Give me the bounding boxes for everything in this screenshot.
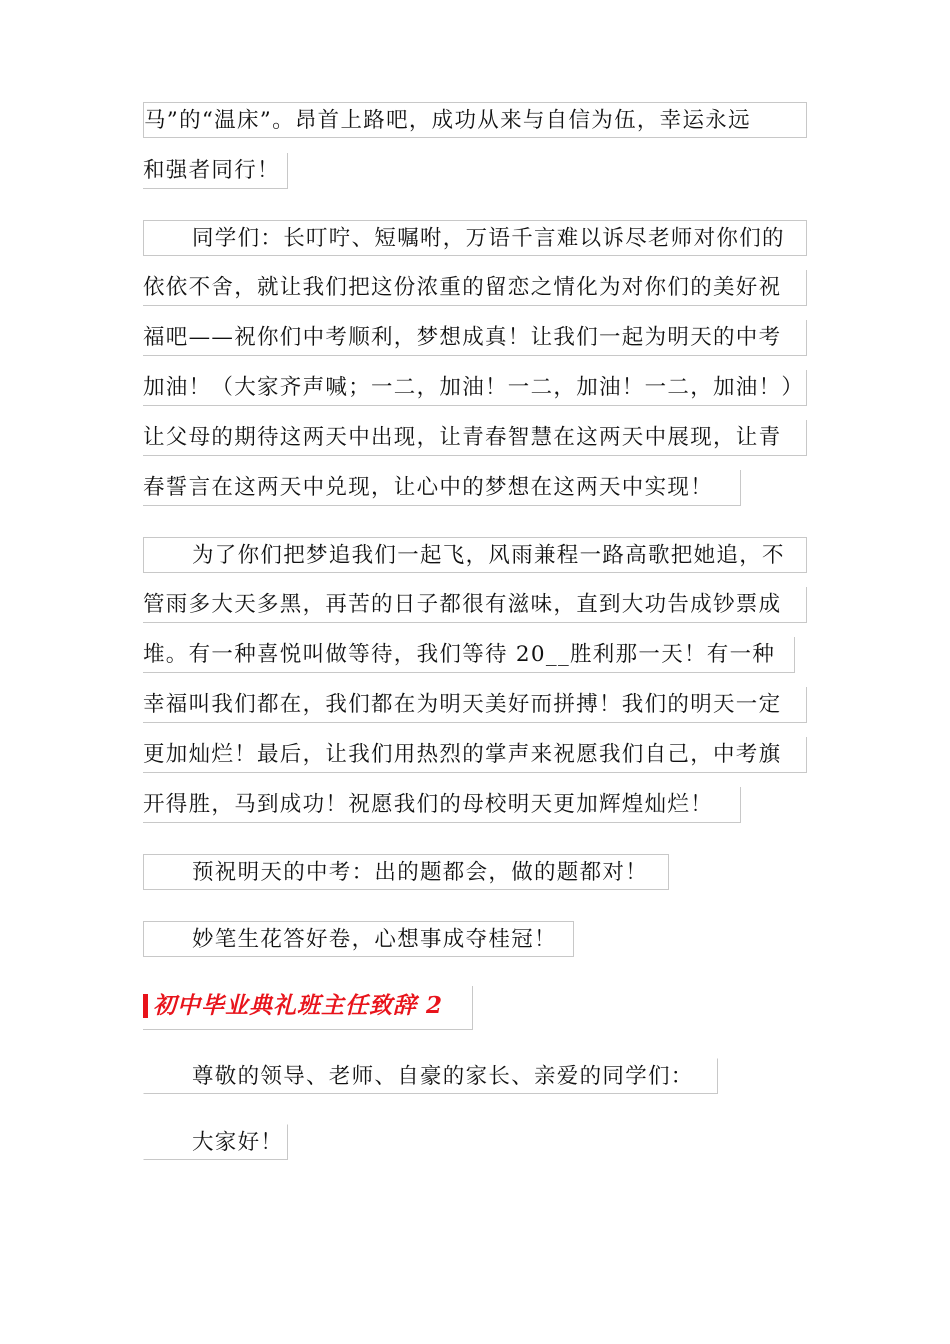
heading-text: 初中毕业典礼班主任致辞 2	[153, 992, 444, 1019]
paragraph-2-line-5: 让父母的期待这两天中出现，让青春智慧在这两天中展现，让青	[143, 420, 807, 456]
paragraph-6-line-1: 尊敬的领导、老师、自豪的家长、亲爱的同学们：	[143, 1058, 718, 1094]
paragraph-3-line-4: 幸福叫我们都在，我们都在为明天美好而拼搏！我们的明天一定	[143, 687, 807, 723]
paragraph-7-line-1: 大家好！	[143, 1124, 288, 1160]
paragraph-2-line-1: 同学们：长叮咛、短嘱咐，万语千言难以诉尽老师对你们的	[143, 220, 807, 256]
paragraph-4-line-1: 预祝明天的中考：出的题都会，做的题都对！	[143, 854, 669, 890]
heading-marker	[143, 994, 148, 1018]
section-heading	[143, 986, 473, 1030]
paragraph-3-line-2: 管雨多大天多黑，再苦的日子都很有滋味，直到大功告成钞票成	[143, 587, 807, 623]
paragraph-5-line-1: 妙笔生花答好卷，心想事成夺桂冠！	[143, 921, 574, 957]
paragraph-3-line-3: 堆。有一种喜悦叫做等待，我们等待 20__胜利那一天！有一种	[143, 637, 795, 673]
paragraph-1-line-1: 马”的“温床”。昂首上路吧，成功从来与自信为伍，幸运永远	[143, 102, 807, 138]
paragraph-2-line-3: 福吧——祝你们中考顺利，梦想成真！让我们一起为明天的中考	[143, 320, 807, 356]
paragraph-2-line-2: 依依不舍，就让我们把这份浓重的留恋之情化为对你们的美好祝	[143, 270, 807, 306]
paragraph-2-line-6: 春誓言在这两天中兑现，让心中的梦想在这两天中实现！	[143, 470, 741, 506]
paragraph-3-line-1: 为了你们把梦追我们一起飞，风雨兼程一路高歌把她追，不	[143, 537, 807, 573]
paragraph-2-line-4: 加油！（大家齐声喊；一二，加油！一二，加油！一二，加油！）	[143, 370, 807, 406]
paragraph-3-line-5: 更加灿烂！最后，让我们用热烈的掌声来祝愿我们自己，中考旗	[143, 737, 807, 773]
paragraph-3-line-6: 开得胜，马到成功！祝愿我们的母校明天更加辉煌灿烂！	[143, 787, 741, 823]
paragraph-1-line-2: 和强者同行！	[143, 153, 288, 189]
